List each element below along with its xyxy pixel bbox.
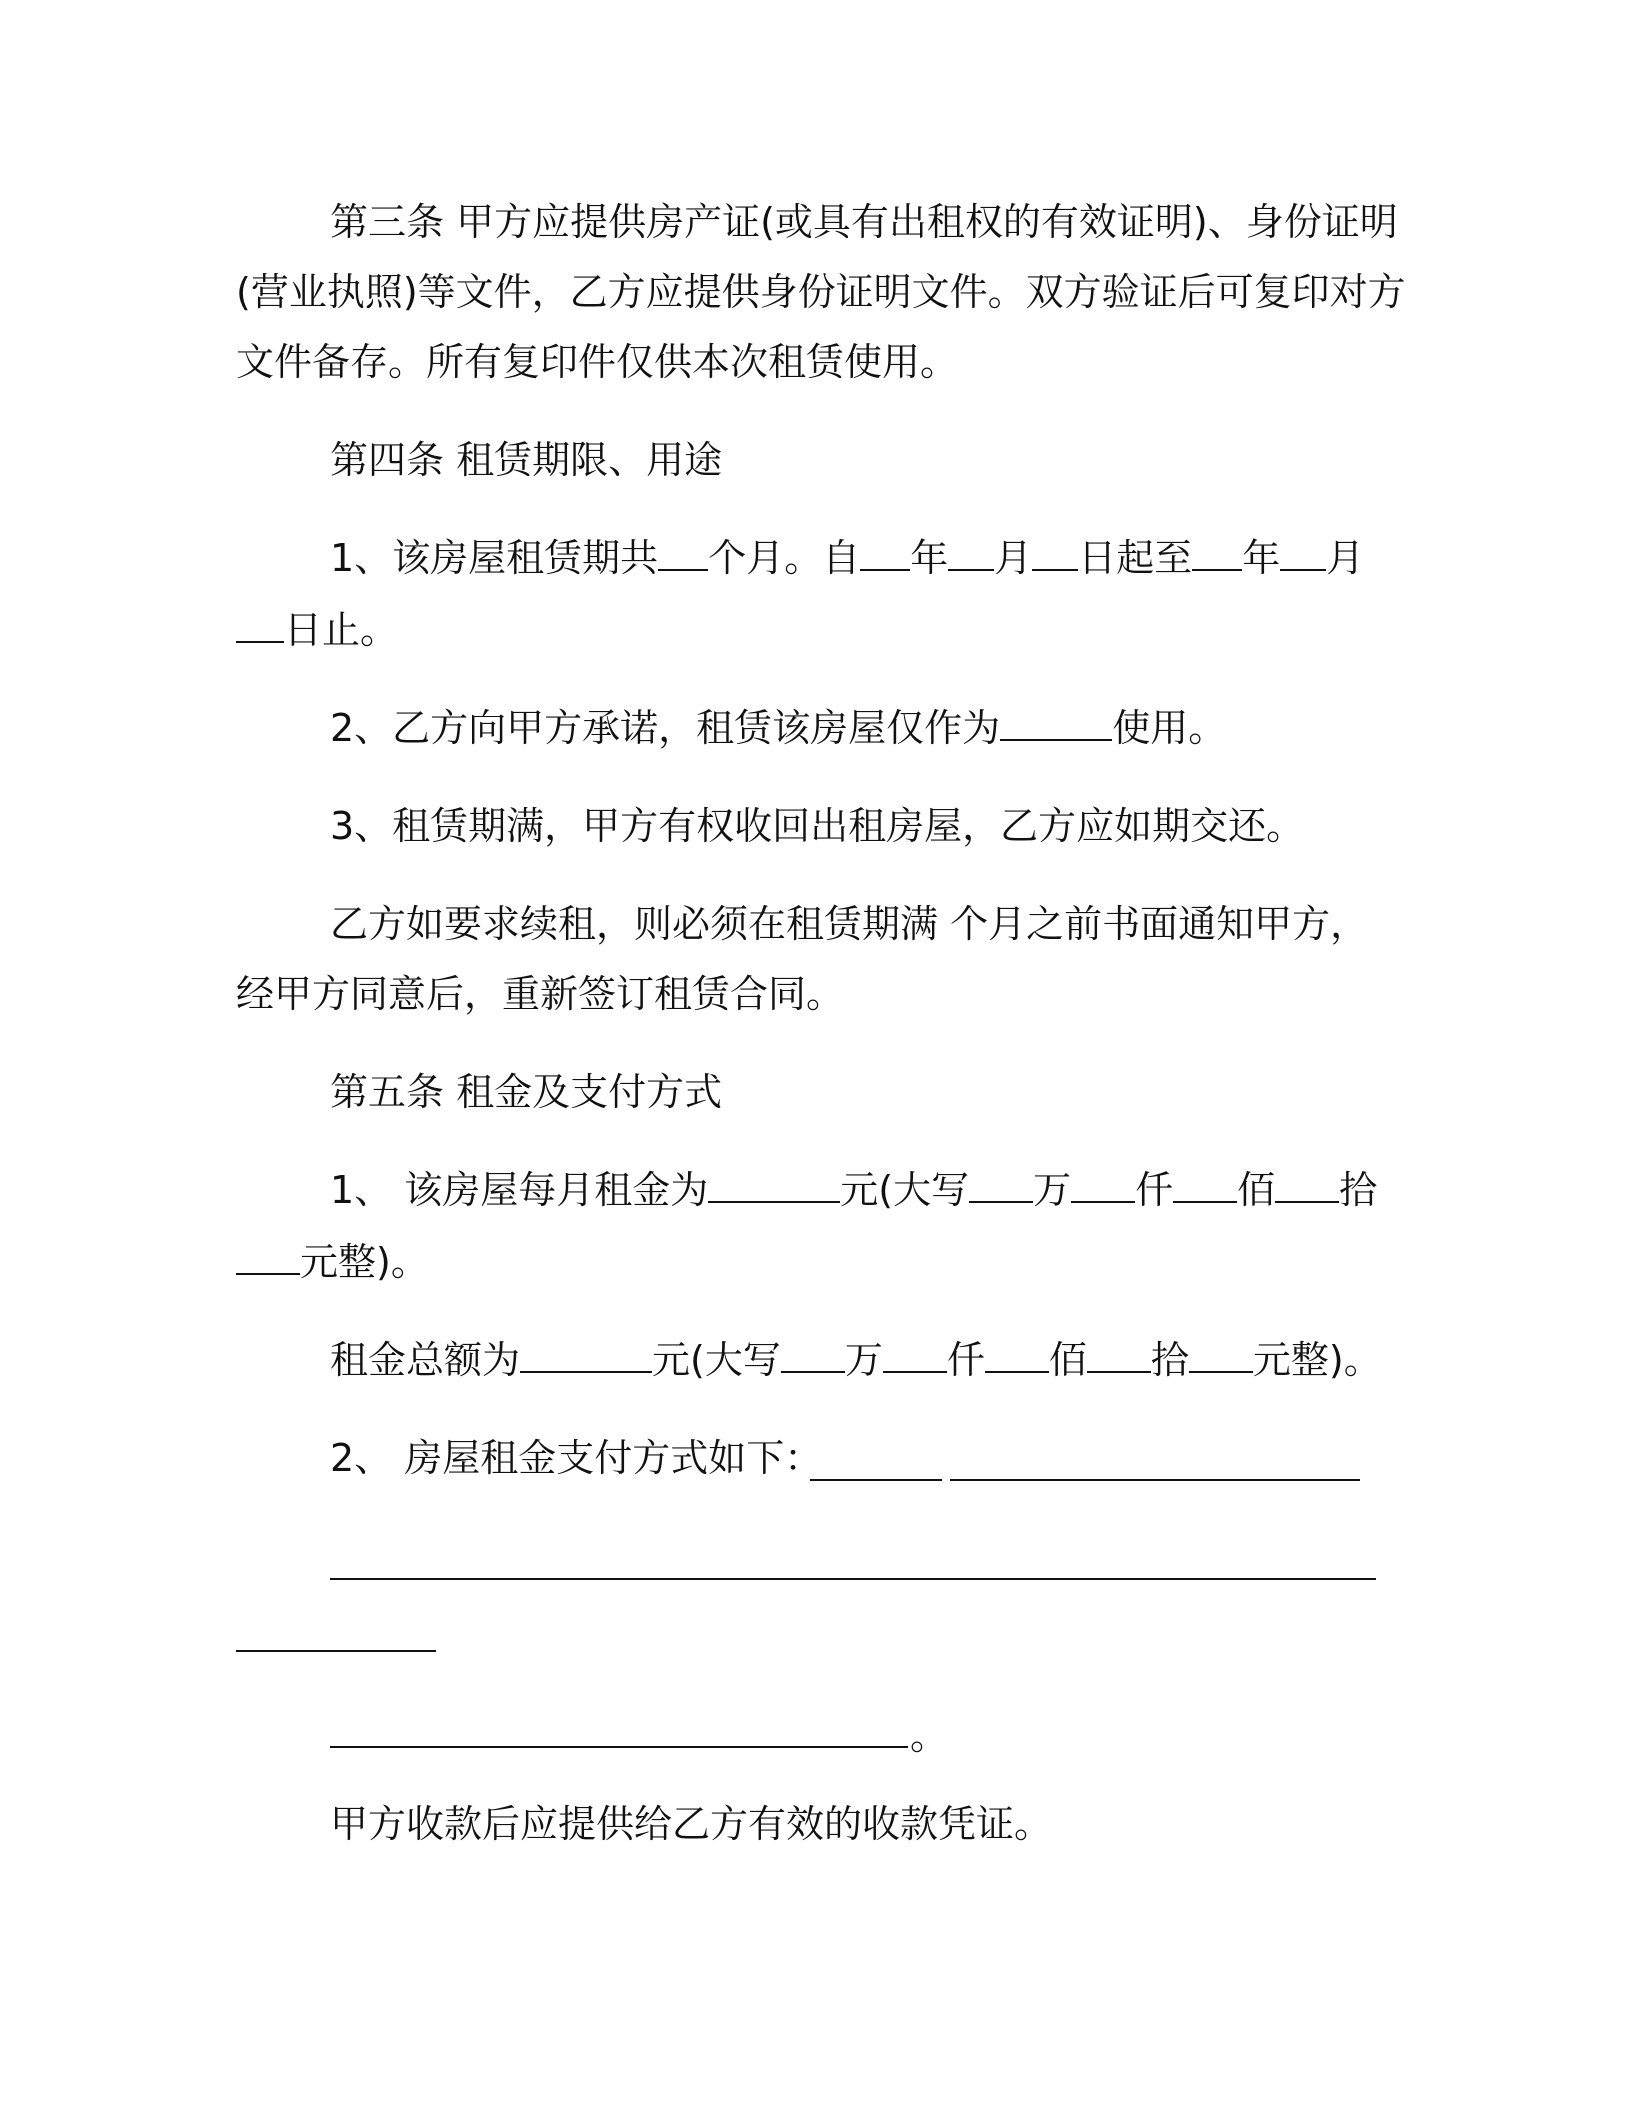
article3-line3: 文件备存。所有复印件仅供本次租赁使用。 — [236, 340, 959, 384]
blank-qian — [1071, 1167, 1135, 1203]
blank-total-wan — [781, 1337, 845, 1373]
payment-blank-2 — [950, 1479, 1360, 1481]
payment-blank-line — [330, 1578, 1376, 1580]
text: 使用。 — [1112, 706, 1227, 750]
blank-total-rent — [520, 1337, 652, 1373]
article3-line2: (营业执照)等文件，乙方应提供身份证明文件。双方验证后可复印对方 — [236, 270, 1406, 314]
blank-total-qian — [883, 1337, 947, 1373]
article5-receipt: 甲方收款后应提供给乙方有效的收款凭证。 — [330, 1802, 1053, 1846]
blank-total-yuan — [1189, 1337, 1253, 1373]
text: 拾 — [1339, 1168, 1378, 1212]
text: 个月。自 — [708, 536, 861, 580]
text: 月 — [994, 536, 1033, 580]
text: 万 — [1033, 1168, 1072, 1212]
text: 元整)。 — [1252, 1338, 1382, 1382]
article5-item1-cont — [236, 1236, 429, 1288]
article4-item1-cont — [236, 604, 398, 656]
article5-heading: 第五条 租金及支付方式 — [330, 1070, 723, 1114]
text: 年 — [910, 536, 949, 580]
text: 2、 房屋租金支付方式如下： — [330, 1436, 823, 1480]
text: 年 — [1242, 536, 1281, 580]
blank-wan — [969, 1167, 1033, 1203]
text: 1、该房屋租赁期共 — [330, 536, 659, 580]
text: 元(大写 — [652, 1338, 781, 1382]
article4-renew-line2: 经甲方同意后，重新签订租赁合同。 — [236, 972, 845, 1016]
payment-blank-line — [236, 1650, 436, 1652]
text: 佰 — [1048, 1338, 1087, 1382]
text: 元(大写 — [840, 1168, 970, 1212]
blank-end-year — [1192, 535, 1242, 571]
text: 日起至 — [1078, 536, 1193, 580]
article4-heading: 第四条 租赁期限、用途 — [330, 438, 723, 482]
article4-renew-line1: 乙方如要求续租，则必须在租赁期满 个月之前书面通知甲方， — [330, 902, 1369, 946]
blank-start-month — [948, 535, 994, 571]
blank-shi — [1275, 1167, 1339, 1203]
blank-yuan — [236, 1239, 300, 1275]
blank-total-shi — [1087, 1337, 1151, 1373]
text: 日止。 — [284, 608, 399, 652]
blank-start-year — [860, 535, 910, 571]
blank-total-bai — [985, 1337, 1049, 1373]
blank-monthly-rent — [708, 1167, 840, 1203]
text: 佰 — [1237, 1168, 1276, 1212]
text: 2、乙方向甲方承诺，租赁该房屋仅作为 — [330, 706, 1001, 750]
article4-item1 — [330, 532, 1364, 584]
article4-item2 — [330, 702, 1226, 754]
blank-usage — [1000, 705, 1112, 741]
article5-item2 — [330, 1432, 822, 1484]
payment-period: 。 — [910, 1714, 949, 1758]
payment-blank-line — [330, 1746, 908, 1748]
blank-bai — [1173, 1167, 1237, 1203]
text: 1、 该房屋每月租金为 — [330, 1168, 709, 1212]
article5-total — [330, 1334, 1382, 1386]
article4-item3: 3、租赁期满，甲方有权收回出租房屋，乙方应如期交还。 — [330, 804, 1305, 848]
text: 拾 — [1150, 1338, 1189, 1382]
text: 万 — [844, 1338, 883, 1382]
text: 仟 — [946, 1338, 985, 1382]
blank-start-day — [1032, 535, 1078, 571]
blank-end-day — [236, 607, 284, 643]
article3-line1: 第三条 甲方应提供房产证(或具有出租权的有效证明)、身份证明 — [330, 200, 1398, 244]
text: 月 — [1326, 536, 1365, 580]
payment-blank-1 — [810, 1479, 942, 1481]
text: 仟 — [1135, 1168, 1174, 1212]
text: 租金总额为 — [330, 1338, 521, 1382]
text: 元整)。 — [300, 1240, 429, 1284]
blank-end-month — [1280, 535, 1326, 571]
article5-item1 — [330, 1164, 1377, 1216]
blank-months — [658, 535, 708, 571]
